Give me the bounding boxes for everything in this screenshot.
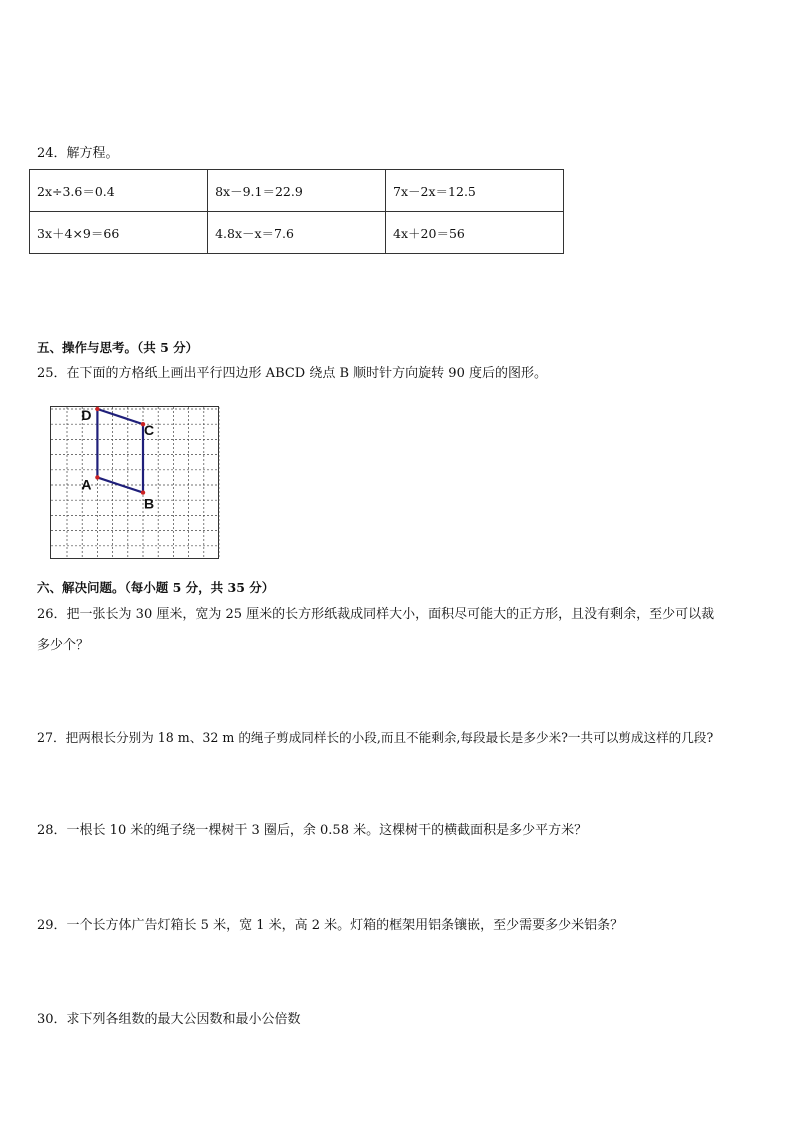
label-a: A xyxy=(81,476,92,493)
q24-title: 24．解方程。 xyxy=(37,146,119,161)
q26-text-line1: 26．把一张长为 30 厘米，宽为 25 厘米的长方形纸裁成同样大小，面积尽可能大的正方形，且没有剩余，至少可以裁 xyxy=(37,607,715,622)
q26-text-line2: 多少个？ xyxy=(37,638,90,653)
equation-cell: 2x÷3.6＝0.4 xyxy=(30,170,208,212)
equation-cell: 7x－2x＝12.5 xyxy=(386,170,564,212)
vertex-point-b xyxy=(141,490,145,494)
q29-text: 29．一个长方体广告灯箱长 5 米，宽 1 米，高 2 米。灯箱的框架用铝条镶嵌，至少需要多少米铝条？ xyxy=(37,918,624,933)
q25-text: 25．在下面的方格纸上画出平行四边形 ABCD 绕点 B 顺时针方向旋转 90 度后的图形。 xyxy=(37,366,547,381)
section6-heading: 六、解决问题。（每小题 5 分，共 35 分） xyxy=(37,580,275,595)
equation-table xyxy=(29,169,564,254)
section5-heading: 五、操作与思考。（共 5 分） xyxy=(37,340,199,355)
equation-cell: 4x＋20＝56 xyxy=(386,212,564,254)
table-row xyxy=(30,170,564,212)
label-c: C xyxy=(144,422,155,439)
equation-cell: 3x＋4×9＝66 xyxy=(30,212,208,254)
label-b: B xyxy=(144,495,155,512)
label-d: D xyxy=(81,407,92,423)
grid-paper-figure xyxy=(50,406,220,561)
grid-border xyxy=(51,407,219,559)
equation-cell: 8x－9.1＝22.9 xyxy=(208,170,386,212)
q28-text: 28．一根长 10 米的绳子绕一棵树干 3 圈后，余 0.58 米。这棵树干的横截面积是多少平方米？ xyxy=(37,823,588,838)
q30-text: 30．求下列各组数的最大公因数和最小公倍数 xyxy=(37,1012,301,1027)
table-row xyxy=(30,212,564,254)
vertex-point-a xyxy=(95,475,99,479)
q27-text: 27．把两根长分别为 18 m、32 m 的绳子剪成同样长的小段,而且不能剩余,每段最长是多少米?一共可以剪成这样的几段? xyxy=(37,730,714,745)
equation-cell: 4.8x－x＝7.6 xyxy=(208,212,386,254)
vertex-point-d xyxy=(95,407,99,411)
